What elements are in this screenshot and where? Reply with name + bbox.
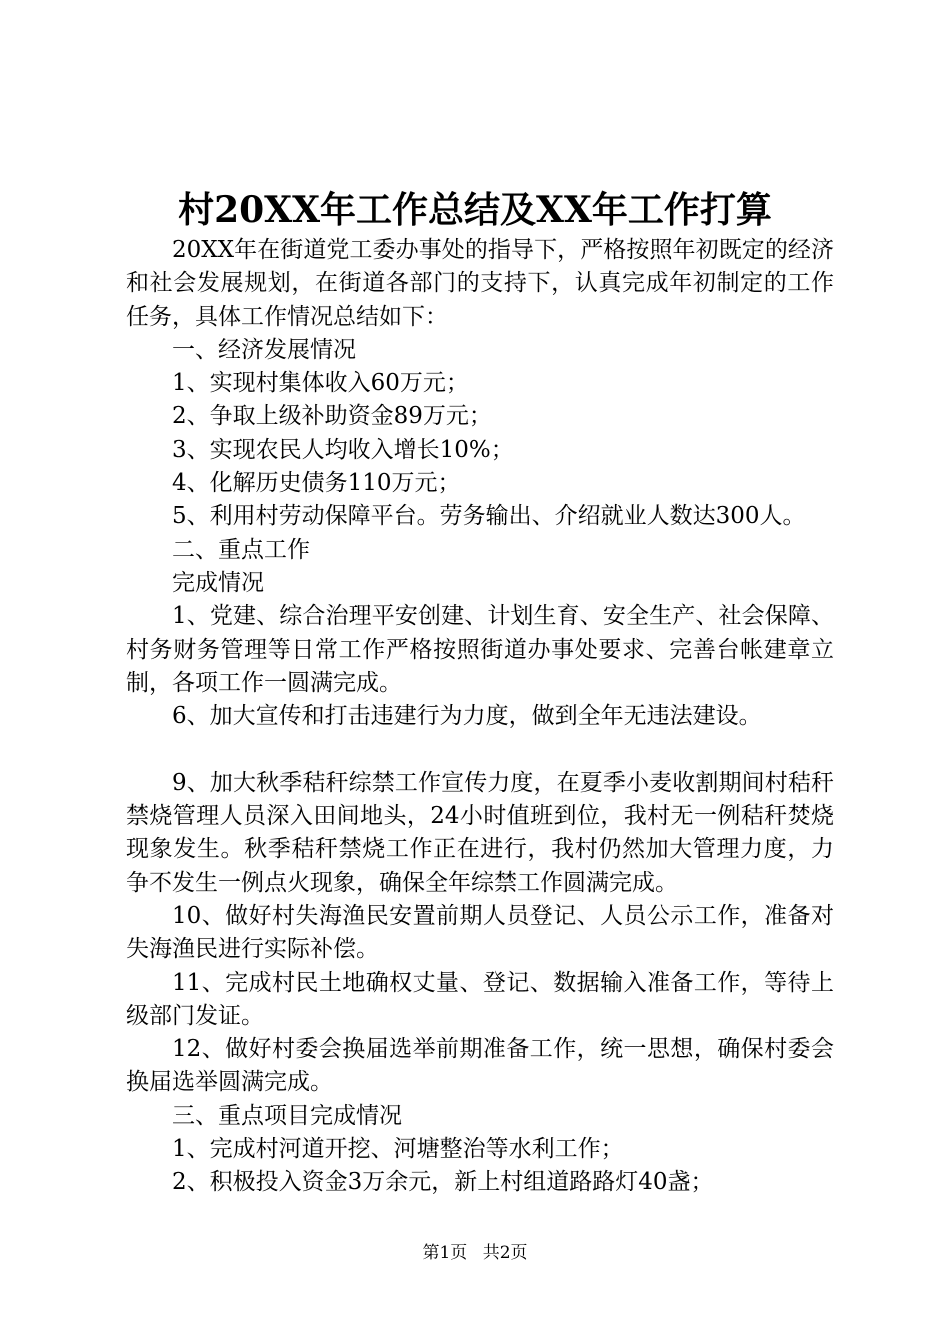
document-body — [126, 234, 834, 1200]
blank-paragraph — [126, 733, 834, 766]
paragraph: 2、争取上级补助资金89万元； — [172, 403, 492, 430]
paragraph: 10、做好村失海渔民安置前期人员登记、人员公示工作，准备对失海渔民进行实际补偿。 — [126, 902, 834, 963]
paragraph: 11、完成村民土地确权丈量、登记、数据输入准备工作，等待上级部门发证。 — [126, 969, 834, 1029]
paragraph: 6、加大宣传和打击违建行为力度，做到全年无违法建设。 — [172, 703, 762, 730]
page-number-total: 共2页 — [482, 1243, 528, 1263]
page-footer — [0, 1241, 950, 1265]
paragraph: 1、完成村河道开挖、河塘整治等水利工作； — [172, 1136, 624, 1163]
paragraph: 4、化解历史债务110万元； — [172, 470, 461, 497]
paragraph: 1、党建、综合治理平安创建、计划生育、安全生产、社会保障、村务财务管理等日常工作严格按照街道办事处要求、完善台帐建章立制，各项工作一圆满完成。 — [126, 603, 834, 696]
paragraph: 12、做好村委会换届选举前期准备工作，统一思想，确保村委会换届选举圆满完成。 — [126, 1036, 834, 1096]
paragraph: 20XX年在街道党工委办事处的指导下，严格按照年初既定的经济和社会发展规划，在街道各部门的支持下，认真完成年初制定的工作任务，具体工作情况总结如下： — [126, 237, 834, 330]
paragraph: 2、积极投入资金3万余元，新上村组道路路灯40盏； — [172, 1169, 714, 1196]
paragraph: 1、实现村集体收入60万元； — [172, 370, 469, 397]
document-title: 村20XX年工作总结及XX年工作打算 — [178, 189, 772, 231]
paragraph: 3、实现农民人均收入增长10%； — [172, 436, 514, 463]
paragraph: 5、利用村劳动保障平台。劳务输出、介绍就业人数达300人。 — [172, 503, 806, 530]
paragraph: 一、经济发展情况 — [172, 336, 356, 363]
page-number-current: 第1页 — [422, 1243, 468, 1263]
paragraph: 三、重点项目完成情况 — [172, 1102, 402, 1129]
paragraph: 完成情况 — [172, 569, 264, 596]
paragraph: 9、加大秋季秸秆综禁工作宣传力度，在夏季小麦收割期间村秸秆禁烧管理人员深入田间地头，24小时值班到位，我村无一例秸秆焚烧现象发生。秋季秸秆禁烧工作正在进行，我村仍然加大管理力度，力争不发生一例点火现象，确保全年综禁工作圆满完成。 — [126, 769, 834, 896]
paragraph: 二、重点工作 — [172, 536, 310, 563]
